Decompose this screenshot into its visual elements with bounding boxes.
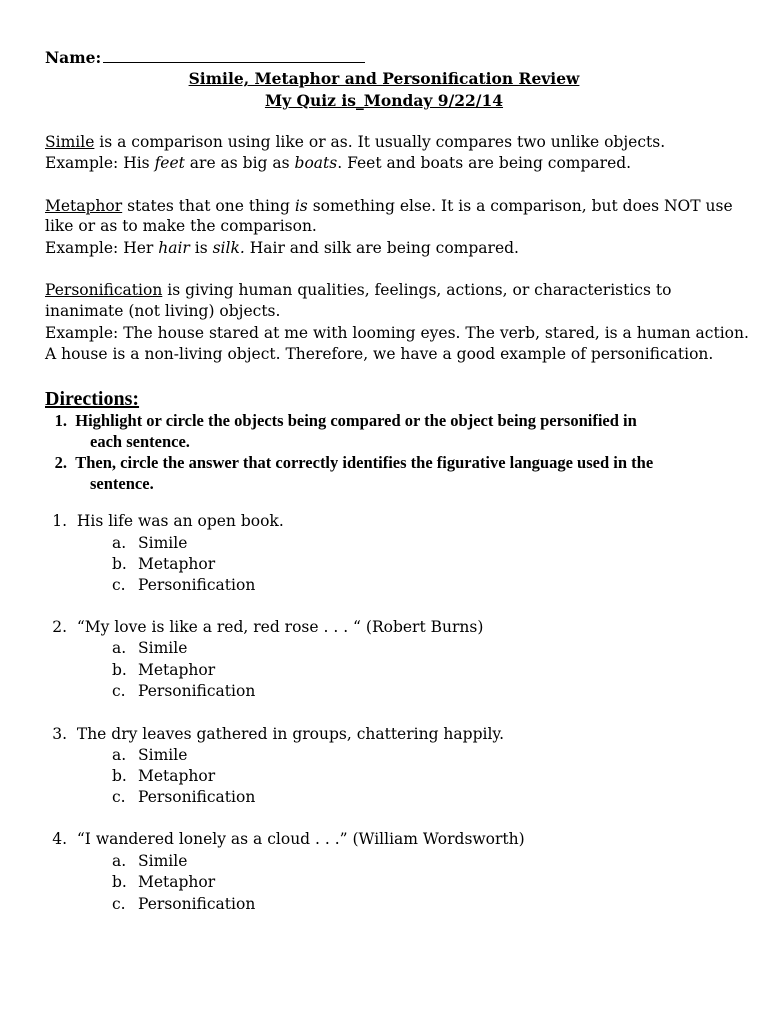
question-3-option-b[interactable]: b. Metaphor — [112, 767, 216, 785]
question-4: 4. “I wandered lonely as a cloud . . .” (William Wordsworth) — [52, 830, 525, 848]
direction-item-2: 2. Then, circle the answer that correctly identifies the figurative language used in the — [54, 453, 654, 472]
simile-example: Example: His feet are as big as boats. Feet and boats are being compared. — [45, 154, 632, 172]
question-3-option-c[interactable]: c. Personification — [112, 788, 256, 806]
personification-example-line2: A house is a non-living object. Therefore, we have a good example of personification. — [45, 345, 714, 363]
question-4-option-b[interactable]: b. Metaphor — [112, 873, 216, 891]
personification-definition: Personification is giving human qualities, feelings, actions, or characteristics to — [45, 281, 672, 299]
question-3-option-a[interactable]: a. Simile — [112, 746, 188, 764]
name-blank-line[interactable] — [103, 48, 365, 63]
question-2: 2. “My love is like a red, red rose . . . “ (Robert Burns) — [52, 618, 484, 636]
question-1-option-b[interactable]: b. Metaphor — [112, 555, 216, 573]
question-4-option-a[interactable]: a. Simile — [112, 852, 188, 870]
name-label: Name: — [45, 48, 102, 67]
metaphor-example: Example: Her hair is silk. Hair and silk are being compared. — [45, 239, 519, 257]
direction-item-1-line2: each sentence. — [90, 432, 190, 451]
simile-definition: Simile is a comparison using like or as. It usually compares two unlike objects. — [45, 133, 666, 151]
personification-definition-line2: inanimate (not living) objects. — [45, 302, 281, 320]
directions-heading: Directions: — [45, 388, 140, 410]
question-2-option-a[interactable]: a. Simile — [112, 639, 188, 657]
quiz-date: My Quiz is_Monday 9/22/14 — [264, 91, 504, 110]
metaphor-definition: Metaphor states that one thing is something else. It is a comparison, but does NOT use — [45, 197, 733, 215]
question-2-option-b[interactable]: b. Metaphor — [112, 661, 216, 679]
question-1-option-c[interactable]: c. Personification — [112, 576, 256, 594]
worksheet-title: Simile, Metaphor and Personification Review — [188, 69, 580, 88]
question-3: 3. The dry leaves gathered in groups, chattering happily. — [52, 725, 505, 743]
question-4-option-c[interactable]: c. Personification — [112, 895, 256, 913]
question-1-option-a[interactable]: a. Simile — [112, 534, 188, 552]
metaphor-term: Metaphor — [45, 197, 123, 215]
question-2-option-c[interactable]: c. Personification — [112, 682, 256, 700]
metaphor-definition-line2: like or as to make the comparison. — [45, 217, 317, 235]
question-1: 1. His life was an open book. — [52, 512, 284, 530]
personification-term: Personification — [45, 281, 163, 299]
direction-item-1: 1. Highlight or circle the objects being compared or the object being personified in — [54, 411, 637, 430]
simile-term: Simile — [45, 133, 95, 151]
direction-item-2-line2: sentence. — [90, 474, 154, 493]
name-field[interactable] — [45, 47, 365, 68]
personification-example: Example: The house stared at me with looming eyes. The verb, stared, is a human action. — [45, 324, 749, 342]
